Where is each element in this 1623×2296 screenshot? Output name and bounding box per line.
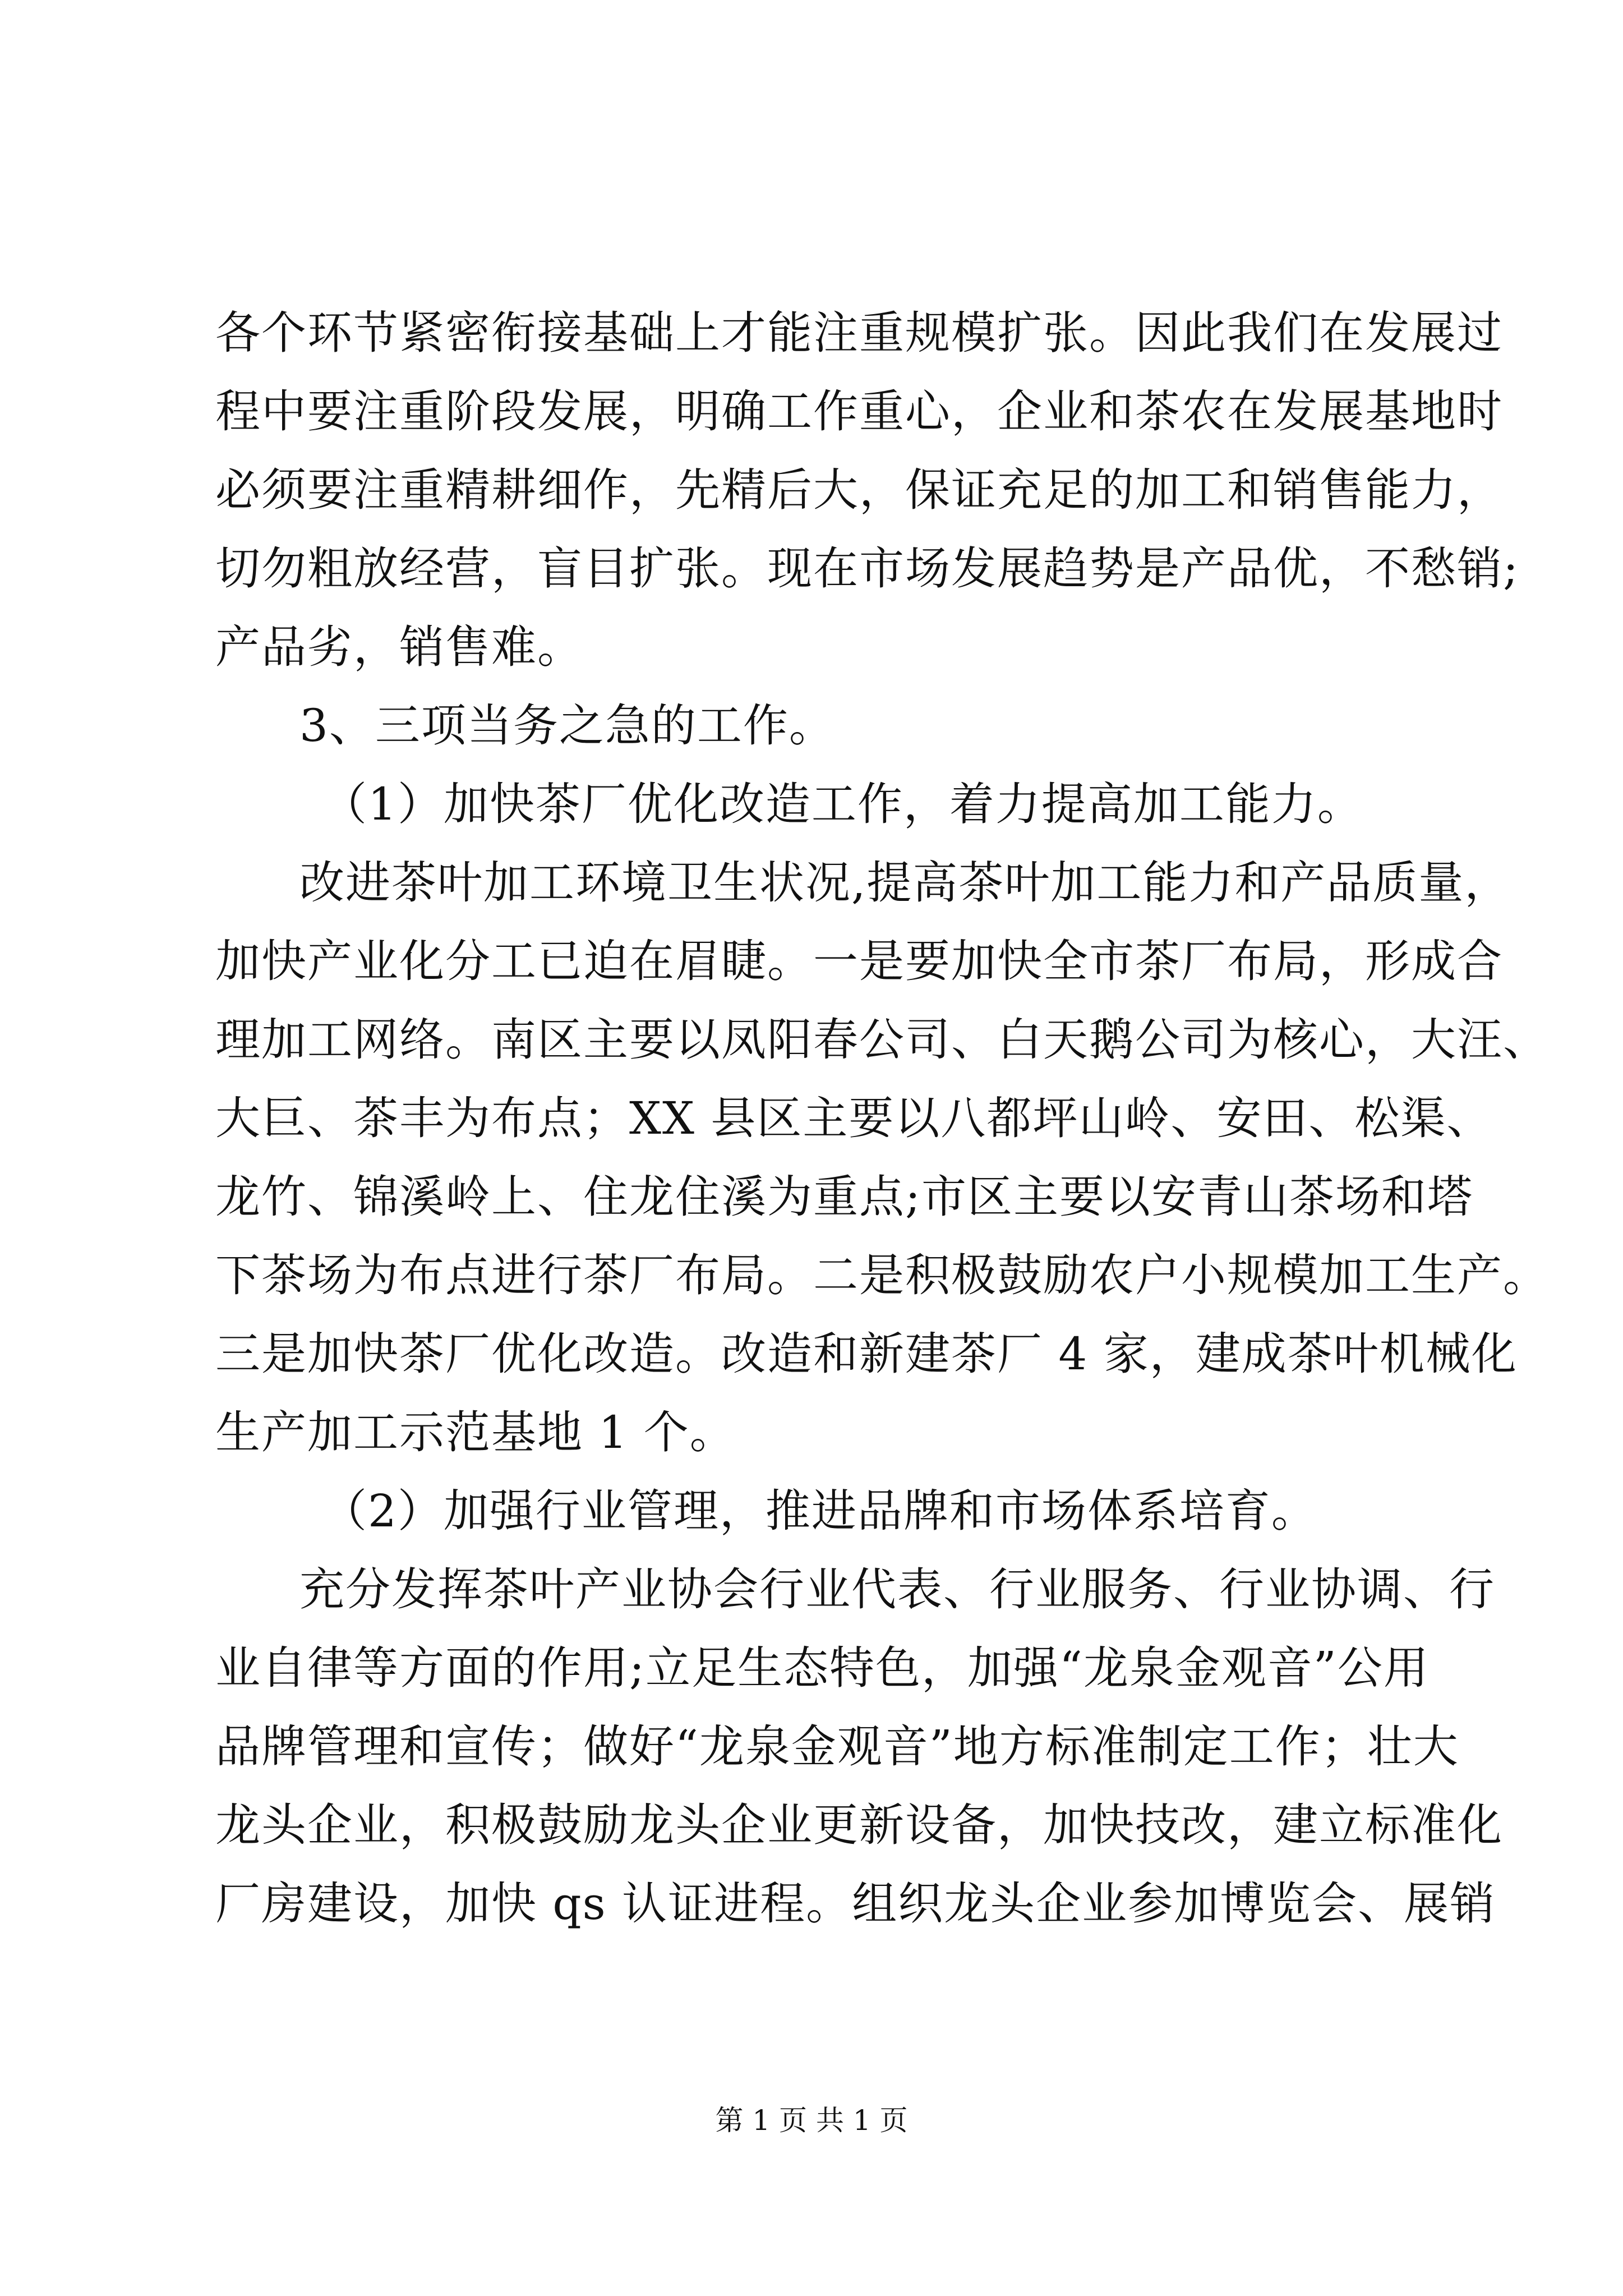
- text-line: 各个环节紧密衔接基础上才能注重规模扩张。因此我们在发展过: [215, 307, 1503, 359]
- text-line: 品牌管理和宣传；做好“龙泉金观音”地方标准制定工作；壮大: [215, 1720, 1459, 1773]
- text-line: 充分发挥茶叶产业协会行业代表、行业服务、行业协调、行: [299, 1563, 1495, 1616]
- section-heading: 3、三项当务之急的工作。: [299, 700, 835, 752]
- text-line: 改进茶叶加工环境卫生状况,提高茶叶加工能力和产品质量，: [299, 857, 1511, 909]
- page-footer: 第 1 页 共 1 页: [715, 2104, 908, 2137]
- text-line: 三是加快茶厂优化改造。改造和新建茶厂 4 家，建成茶叶机械化: [215, 1328, 1518, 1380]
- text-line: 厂房建设，加快 qs 认证进程。组织龙头企业参加博览会、展销: [215, 1878, 1496, 1930]
- subsection-heading: （2）加强行业管理，推进品牌和市场体系培育。: [322, 1485, 1317, 1537]
- text-line: 龙竹、锦溪岭上、住龙住溪为重点;市区主要以安青山茶场和塔: [215, 1171, 1473, 1223]
- subsection-heading: （1）加快茶厂优化改造工作，着力提高加工能力。: [322, 778, 1363, 830]
- text-line: 加快产业化分工已迫在眉睫。一是要加快全市茶厂布局，形成合: [215, 935, 1503, 987]
- text-line: 产品劣，销售难。: [215, 621, 583, 673]
- text-line: 程中要注重阶段发展，明确工作重心，企业和茶农在发展基地时: [215, 385, 1503, 438]
- text-line: 切勿粗放经营，盲目扩张。现在市场发展趋势是产品优，不愁销;: [215, 542, 1519, 595]
- text-line: 生产加工示范基地 1 个。: [215, 1406, 736, 1458]
- text-line: 龙头企业，积极鼓励龙头企业更新设备，加快技改，建立标准化: [215, 1799, 1503, 1851]
- text-line: 业自律等方面的作用;立足生态特色，加强“龙泉金观音”公用: [215, 1642, 1430, 1694]
- text-line: 大巨、茶丰为布点；XX 县区主要以八都坪山岭、安田、松渠、: [215, 1092, 1493, 1144]
- text-line: 理加工网络。南区主要以凤阳春公司、白天鹅公司为核心，大汪、: [215, 1014, 1549, 1066]
- text-line: 下茶场为布点进行茶厂布局。二是积极鼓励农户小规模加工生产。: [215, 1249, 1549, 1301]
- text-line: 必须要注重精耕细作，先精后大，保证充足的加工和销售能力，: [215, 464, 1503, 516]
